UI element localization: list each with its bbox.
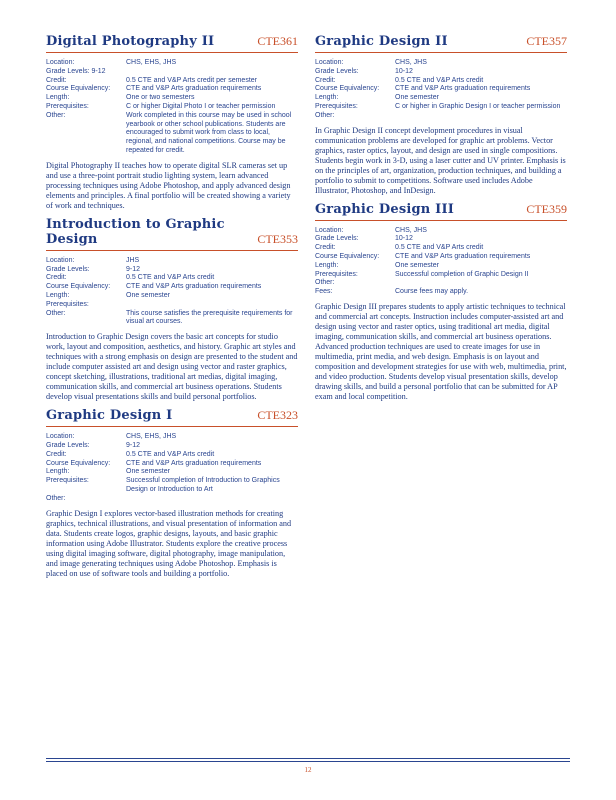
info-label: Other: — [46, 494, 66, 502]
course-graphic-design-3 — [315, 202, 567, 402]
info-value: CTE and V&P Arts graduation requirements — [126, 459, 262, 467]
info-label: Course Equivalency: — [315, 85, 380, 93]
info-label: Credit: — [315, 244, 336, 252]
info-row — [46, 112, 298, 156]
info-label: Location: — [315, 59, 344, 66]
info-label: Fees: — [315, 288, 333, 296]
course-info-table — [315, 227, 567, 297]
info-value: 9-12 — [126, 441, 141, 449]
info-label: Other: — [46, 111, 66, 119]
info-row — [46, 477, 298, 495]
course-info-table — [46, 59, 298, 156]
info-value: 0.5 CTE and V&P Arts credit per semester — [126, 76, 257, 84]
course-code: CTE357 — [526, 34, 567, 48]
info-label: Prerequisites: — [46, 102, 89, 110]
info-label: Prerequisites: — [315, 270, 358, 278]
course-title: Graphic Design II — [315, 34, 448, 49]
course-code: CTE361 — [257, 34, 298, 48]
course-title: Graphic Design III — [315, 201, 455, 217]
info-row — [46, 257, 298, 266]
course-info-table — [46, 433, 298, 503]
info-value: CHS, EHS, JHS — [126, 59, 177, 66]
info-label: Location: — [46, 59, 75, 66]
course-header — [46, 408, 298, 427]
info-row — [46, 433, 298, 442]
info-label: Location: — [46, 256, 75, 264]
course-header — [46, 34, 298, 53]
info-row — [46, 460, 298, 469]
course-graphic-design-2 — [315, 34, 567, 196]
info-label: Credit: — [46, 450, 67, 458]
info-value: 9-12 — [126, 265, 141, 273]
info-label: Other: — [46, 309, 66, 317]
info-label: Course Equivalency: — [46, 459, 111, 467]
info-row — [46, 442, 298, 451]
info-row — [46, 451, 298, 460]
info-label: Length: — [46, 468, 70, 476]
info-value: 0.5 CTE and V&P Arts credit — [395, 244, 484, 252]
footer-rule-top — [46, 758, 570, 759]
info-row — [46, 301, 298, 310]
info-label: Grade Levels: — [315, 235, 359, 243]
info-value: Successful completion of Graphic Design II — [395, 270, 529, 278]
info-value: C or higher Digital Photo I or teacher permission — [126, 102, 276, 110]
info-value: 0.5 CTE and V&P Arts credit — [126, 450, 215, 458]
info-label: Location: — [46, 433, 75, 441]
info-row — [315, 244, 567, 253]
info-label: Length: — [46, 94, 70, 102]
right-column — [315, 34, 567, 408]
info-value: This course satisfies the prerequisite requirements for visual art courses. — [126, 309, 293, 326]
info-row — [315, 288, 567, 297]
course-code: CTE353 — [257, 231, 298, 246]
course-title: Graphic Design I — [46, 408, 173, 424]
course-description: In Graphic Design II concept development procedures in visual communication problems are developed for graphic art problems. Vector graphics, raster optics, layout, and design are used in single compositions. Students begin work in 3-D, using a laser cutter and UV printer. Emphasis is on the principles of art, organization, production techniques, and building a portfolio to submit to competitions. Software used includes Adobe Illustrator, Photoshop, and InDesign. — [315, 125, 566, 195]
info-value: One semester — [395, 94, 439, 102]
info-value: One semester — [126, 468, 170, 476]
info-label: Prerequisites: — [46, 300, 89, 308]
info-value — [126, 68, 298, 77]
course-info-table — [315, 59, 567, 121]
info-value: Successful completion of Introduction to Graphics Design or Introduction to Art — [126, 477, 280, 493]
info-value: Work completed in this course may be used in school yearbook or other school publications. Students are encouraged to submit work from class to local, regional, and national competitions. Course may be repeated for credit. — [126, 111, 292, 154]
info-label: Course Equivalency: — [46, 85, 111, 93]
info-label: Prerequisites: — [315, 102, 358, 110]
info-row — [315, 262, 567, 271]
info-label: Grade Levels: — [46, 441, 90, 449]
info-row — [46, 283, 298, 292]
info-row — [315, 235, 567, 244]
info-value: C or higher in Graphic Design I or teacher permission — [395, 102, 561, 110]
info-row — [46, 85, 298, 94]
info-label: Length: — [315, 261, 339, 269]
info-row — [315, 253, 567, 262]
info-value: 10-12 — [395, 235, 413, 243]
info-row — [315, 59, 567, 68]
info-row — [46, 310, 298, 328]
info-value: CTE and V&P Arts graduation requirements — [126, 85, 262, 93]
info-row — [315, 77, 567, 86]
info-row — [46, 59, 298, 68]
info-row — [315, 112, 567, 121]
course-header — [315, 34, 567, 53]
info-label: Prerequisites: — [46, 477, 89, 485]
info-label: Course Equivalency: — [315, 252, 380, 260]
info-row — [315, 94, 567, 103]
info-value: CTE and V&P Arts graduation requirements — [126, 283, 262, 291]
page-number: 12 — [304, 766, 312, 774]
course-digital-photography-2 — [46, 34, 298, 211]
info-value: CTE and V&P Arts graduation requirements — [395, 252, 531, 260]
info-value: CHS, JHS — [395, 59, 427, 66]
info-row — [46, 274, 298, 283]
info-label: Grade Levels: — [315, 67, 359, 75]
info-label: Grade Levels: 9-12 — [46, 67, 106, 75]
info-value — [126, 301, 298, 310]
info-value: One or two semesters — [126, 94, 195, 102]
info-row — [46, 94, 298, 103]
info-value: 0.5 CTE and V&P Arts credit — [395, 76, 484, 84]
info-label: Course Equivalency: — [46, 283, 111, 291]
info-value — [395, 279, 567, 288]
info-value: CHS, EHS, JHS — [126, 433, 177, 441]
info-value: 0.5 CTE and V&P Arts credit — [126, 274, 215, 282]
info-value: CHS, JHS — [395, 226, 427, 234]
info-row — [46, 292, 298, 301]
info-value: JHS — [126, 256, 140, 264]
info-label: Other: — [315, 111, 335, 119]
course-header — [315, 202, 567, 221]
footer-rule-bottom — [46, 761, 570, 762]
info-row — [315, 279, 567, 288]
info-label: Length: — [315, 94, 339, 102]
info-row — [46, 77, 298, 86]
info-value: One semester — [395, 261, 439, 269]
info-label: Grade Levels: — [46, 265, 90, 273]
info-value: One semester — [126, 291, 170, 299]
info-row — [46, 103, 298, 112]
course-code: CTE359 — [526, 201, 567, 216]
course-header — [46, 217, 298, 251]
info-label: Location: — [315, 226, 344, 234]
course-description: Graphic Design I explores vector-based illustration methods for creating graphics, technical illustrations, and visual presentation of information and data. Students create logos, graphic designs, layouts, and basic graphic information using Adobe Illustrator. Students explore the creative process using digital imaging software, digital photography, image manipulation, and image generating techniques using Adobe Photoshop. Emphasis is placed on use of software tools and building a portfolio. — [46, 508, 292, 578]
course-title: Digital Photography II — [46, 34, 215, 49]
course-graphic-design-1 — [46, 408, 298, 578]
info-row — [46, 495, 298, 504]
course-description: Graphic Design III prepares students to apply artistic techniques to technical and commercial art concepts. Instruction includes computer-assisted art and design using vector and raster optics, using traditional art media, digital imaging, communication skills, and commercial art business operations. Advanced production techniques are used to create images for use in multimedia, print media, and web design. Emphasis is on layout and composition and development strategies for use with web, multimedia, print, and video production. Students develop visual presentation skills, develop drawing skills, and build a personal portfolio that can be submitted for AP exam and local competition. — [315, 301, 567, 401]
info-value — [126, 495, 298, 504]
info-row — [46, 468, 298, 477]
info-value — [395, 112, 567, 121]
left-column — [46, 34, 298, 585]
info-row — [315, 103, 567, 112]
info-label: Credit: — [46, 274, 67, 282]
info-row — [315, 85, 567, 94]
course-title: Introduction to Graphic Design — [46, 216, 225, 247]
info-value: CTE and V&P Arts graduation requirements — [395, 85, 531, 93]
info-label: Credit: — [315, 76, 336, 84]
info-row — [46, 68, 298, 77]
info-value: Course fees may apply. — [395, 288, 469, 296]
info-row — [315, 271, 567, 280]
info-row — [315, 227, 567, 236]
course-info-table — [46, 257, 298, 327]
course-code: CTE323 — [257, 408, 298, 423]
info-row — [46, 266, 298, 275]
info-label: Credit: — [46, 76, 67, 84]
info-label: Other: — [315, 279, 335, 287]
course-description: Introduction to Graphic Design covers the basic art concepts for studio work, layout and composition, aesthetics, and history. Graphic art styles and techniques with a strong emphasis on design are presented to the student and include computer assisted art and design using vector and raster graphics, concept sketching, illustrations, traditional art medias, digital imaging, communication skills, and commercial art business operations. Students develop visual presentations skills and build personal portfolios. — [46, 332, 298, 402]
info-value: 10-12 — [395, 67, 413, 75]
course-description: Digital Photography II teaches how to operate digital SLR cameras set up and use a three-point portrait studio lighting system, learn advanced processing techniques using Adobe Photoshop, and apply advanced design elements and principles. A final portfolio will be created showing a variety of work and techniques. — [46, 160, 291, 210]
info-row — [315, 68, 567, 77]
info-label: Length: — [46, 291, 70, 299]
course-intro-graphic-design — [46, 217, 298, 402]
